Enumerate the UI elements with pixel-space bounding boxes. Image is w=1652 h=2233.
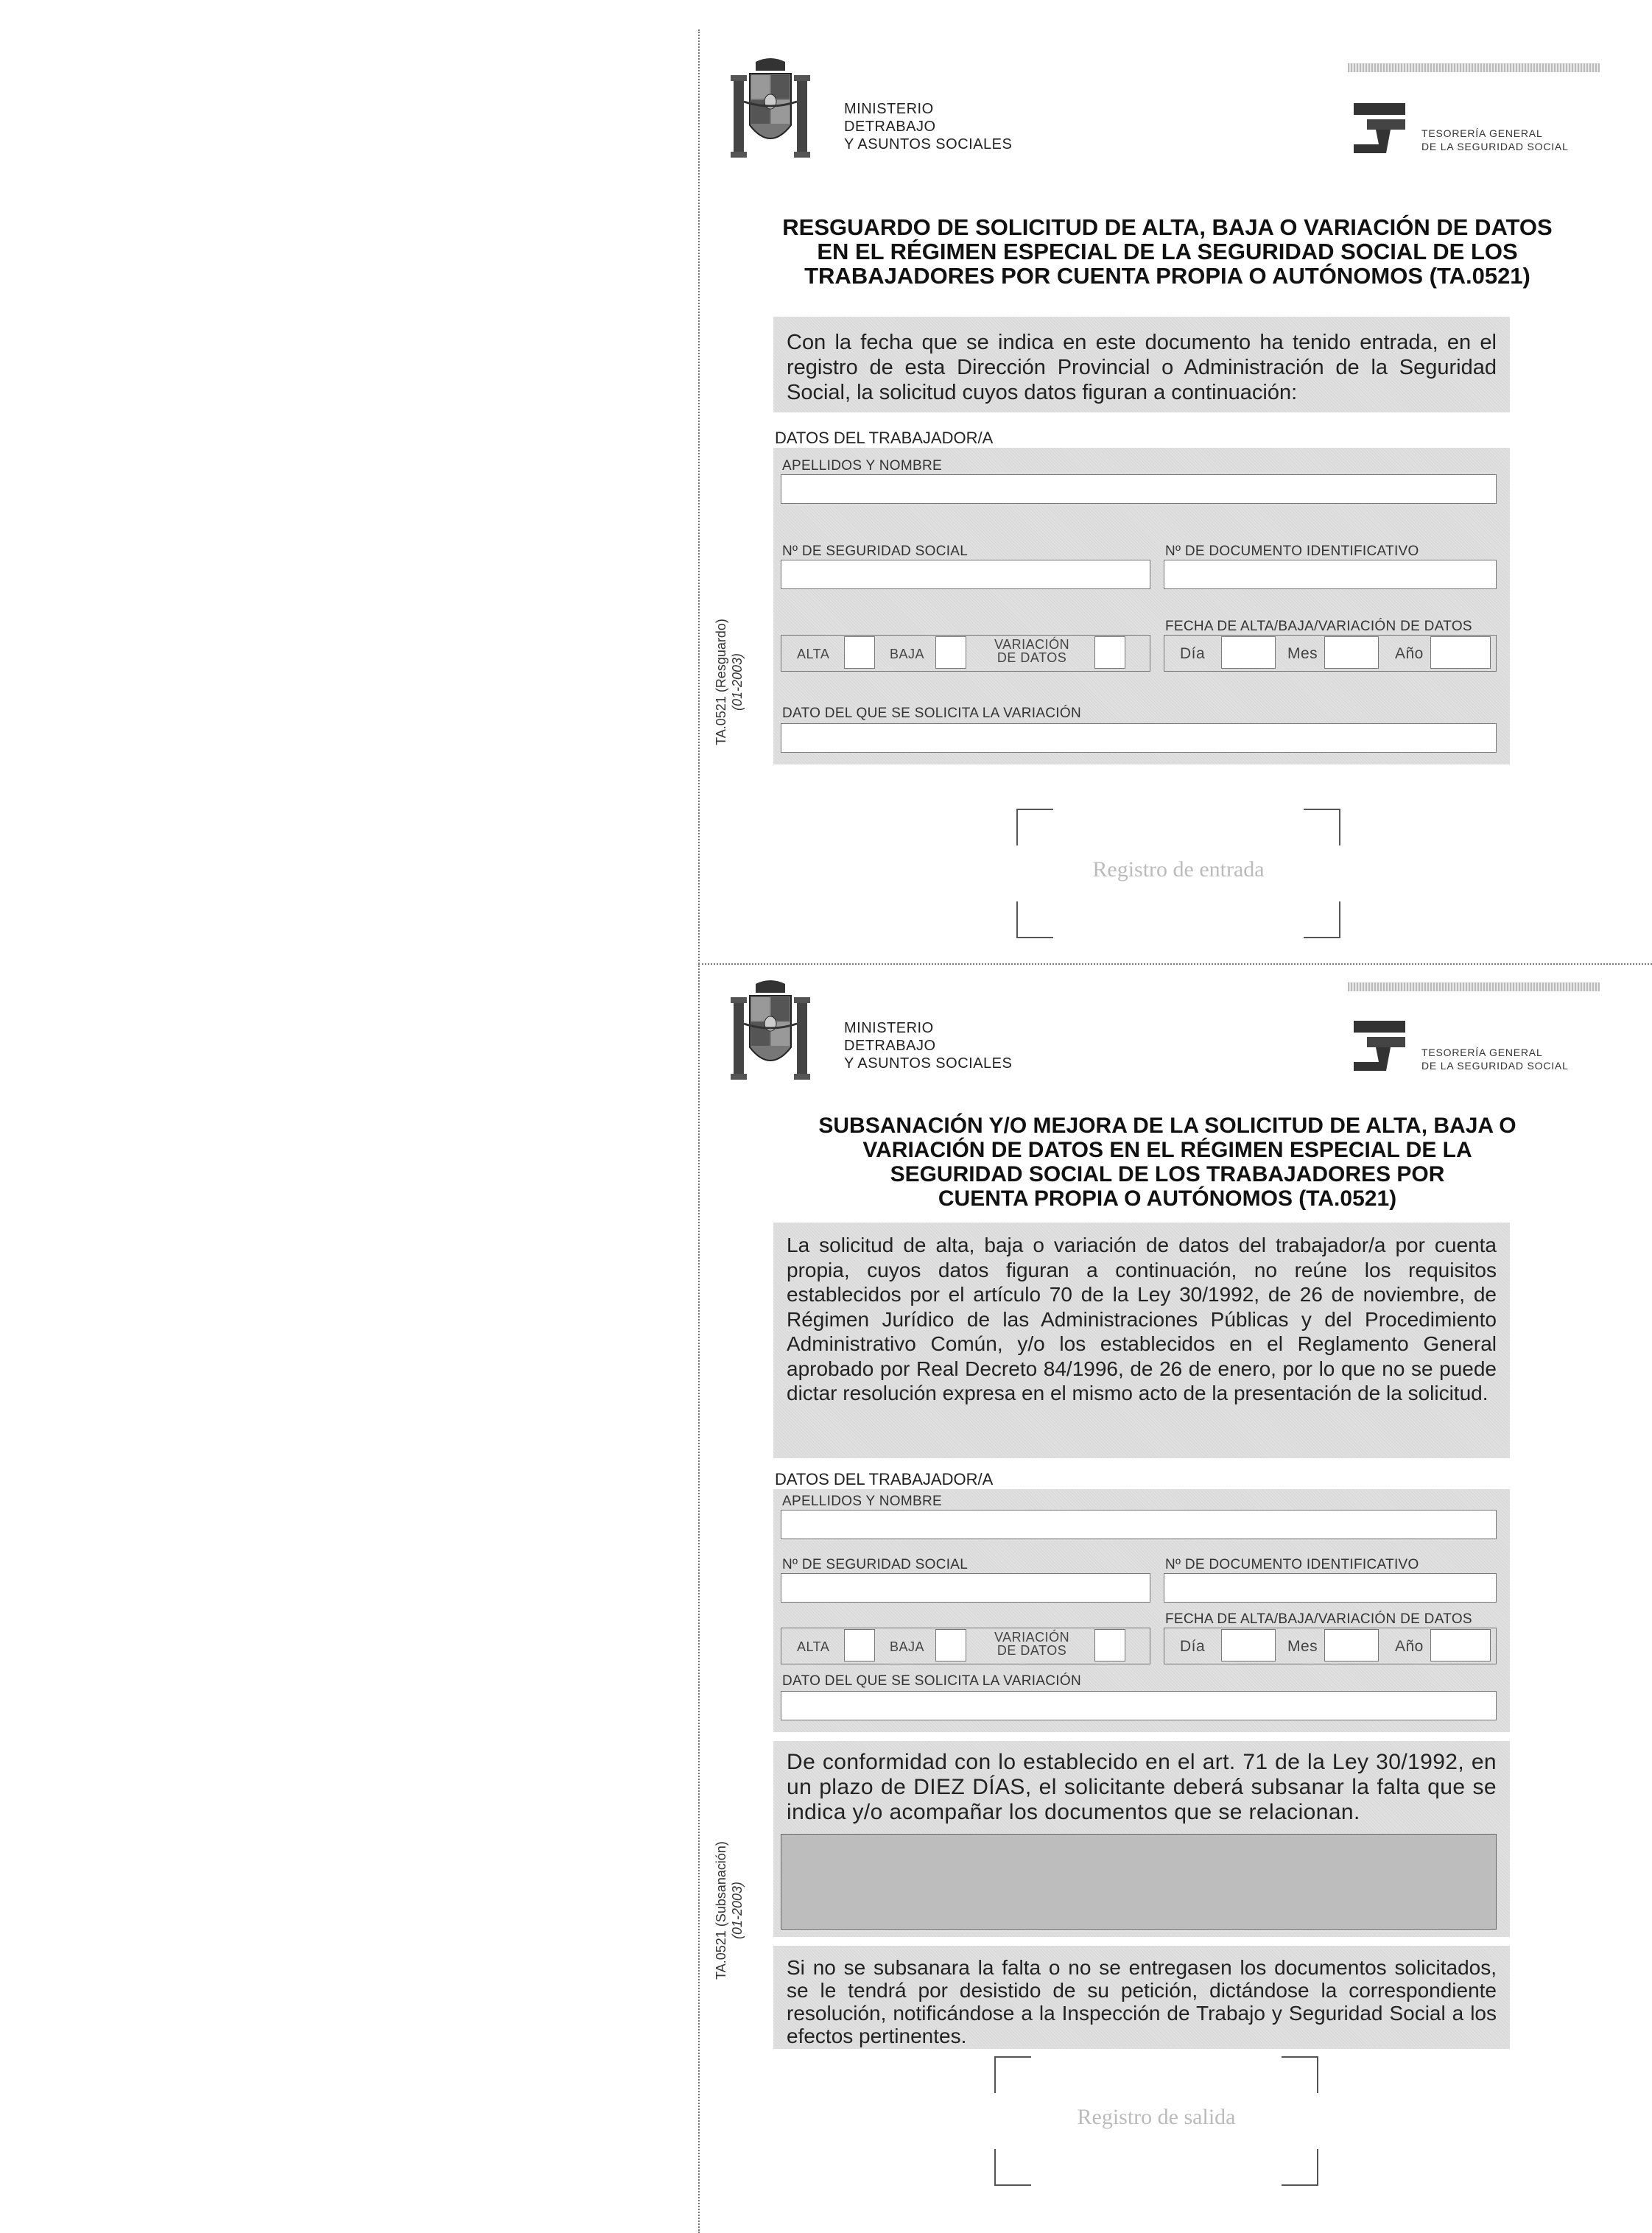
dia-field[interactable] (1221, 1629, 1276, 1661)
dato-variacion-field[interactable] (781, 723, 1497, 753)
ministry-line2: DETRABAJO (844, 1038, 936, 1054)
alta-checkbox[interactable] (844, 636, 875, 669)
title-line: CUENTA PROPIA O AUTÓNOMOS (TA.0521) (938, 1186, 1397, 1211)
dato-variacion-label: DATO DEL QUE SE SOLICITA LA VARIACIÓN (782, 706, 1081, 721)
fecha-label: FECHA DE ALTA/BAJA/VARIACIÓN DE DATOS (1165, 619, 1472, 634)
apellidos-label: APELLIDOS Y NOMBRE (782, 1494, 942, 1509)
nss-field[interactable] (781, 560, 1150, 589)
fecha-label: FECHA DE ALTA/BAJA/VARIACIÓN DE DATOS (1165, 1611, 1472, 1627)
tgss-line2: DE LA SEGURIDAD SOCIAL (1421, 1060, 1569, 1072)
tgss-line2: DE LA SEGURIDAD SOCIAL (1421, 141, 1569, 152)
coat-of-arms-icon (729, 980, 812, 1083)
title-line: SEGURIDAD SOCIAL DE LOS TRABAJADORES POR (890, 1162, 1445, 1186)
subsanacion-title (700, 1114, 1635, 1211)
nss-field[interactable] (781, 1573, 1150, 1603)
mes-field[interactable] (1324, 1629, 1379, 1661)
falta-documentos-field[interactable] (781, 1834, 1497, 1930)
alta-checkbox[interactable] (844, 1629, 875, 1661)
resguardo-title (700, 215, 1635, 288)
resguardo-intro: Con la fecha que se indica en este documento ha tenido entrada, en el registro de esta Dirección Provincial o Administración de la Seguridad Social, la solicitud cuyos datos figuran a continuación: (787, 331, 1497, 404)
conformidad-text: De conformidad con lo establecido en el art. 71 de la Ley 30/1992, en un plazo de DIEZ DÍAS, el solicitante deberá subsanar la falta que se indica y/o acompañar los documentos que se relacionan. (787, 1750, 1497, 1824)
apellidos-field[interactable] (781, 474, 1497, 504)
ministry-line1: MINISTERIO (844, 1020, 934, 1036)
nss-label: Nº DE SEGURIDAD SOCIAL (782, 1557, 969, 1572)
ndoc-field[interactable] (1164, 560, 1497, 589)
ministry-name (844, 1019, 1012, 1072)
tgss-line1: TESORERÍA GENERAL (1421, 127, 1543, 139)
variacion-checkbox[interactable] (1094, 1629, 1125, 1661)
anio-label: Año (1395, 645, 1424, 662)
apellidos-field[interactable] (781, 1510, 1497, 1539)
variacion-checkbox[interactable] (1094, 636, 1125, 669)
variacion-line2: DE DATOS (997, 1643, 1067, 1658)
datos-trabajador-title: DATOS DEL TRABAJADOR/A (775, 429, 994, 447)
anio-field[interactable] (1430, 636, 1491, 669)
ministry-line1: MINISTERIO (844, 101, 934, 117)
resguardo-section (700, 0, 1635, 962)
variacion-label (994, 638, 1069, 664)
anio-field[interactable] (1430, 1629, 1491, 1661)
variacion-label (994, 1631, 1069, 1657)
alta-label: ALTA (797, 1639, 830, 1654)
baja-checkbox[interactable] (935, 636, 966, 669)
ndoc-label: Nº DE DOCUMENTO IDENTIFICATIVO (1165, 1557, 1419, 1572)
nss-label: Nº DE SEGURIDAD SOCIAL (782, 544, 969, 559)
apellidos-label: APELLIDOS Y NOMBRE (782, 458, 942, 474)
desistido-text: Si no se subsanara la falta o no se entregasen los documentos solicitados, se le tendrá por desistido de su petición, dictándose la correspondiente resolución, notificándose a la Inspección de Trabajo y Seguridad Social a los efectos pertinentes. (787, 1956, 1497, 2047)
registro-salida-stamp (994, 2056, 1318, 2186)
tgss-logo-icon (1354, 103, 1405, 153)
anio-label: Año (1395, 1638, 1424, 1655)
title-line: EN EL RÉGIMEN ESPECIAL DE LA SEGURIDAD SOCIAL DE LOS (817, 239, 1518, 264)
tgss-name (1421, 1046, 1569, 1072)
variacion-line1: VARIACIÓN (994, 637, 1070, 652)
side-date: (01-2003) (730, 653, 745, 711)
baja-label: BAJA (890, 1639, 925, 1654)
alta-label: ALTA (797, 647, 830, 661)
registro-entrada-stamp (1016, 809, 1340, 938)
side-code: TA.0521 (Resguardo) (714, 619, 728, 745)
title-line: SUBSANACIÓN Y/O MEJORA DE LA SOLICITUD DE ALTA, BAJA O (818, 1114, 1516, 1138)
title-line: RESGUARDO DE SOLICITUD DE ALTA, BAJA O VARIACIÓN DE DATOS (782, 214, 1553, 240)
resguardo-side-label (713, 601, 745, 763)
mes-label: Mes (1287, 1638, 1318, 1655)
coat-of-arms-icon (729, 57, 812, 161)
subsanacion-intro: La solicitud de alta, baja o variación de datos del trabajador/a por cuenta propia, cuyos datos figuran a continuación, no reúne los requisitos establecidos por el artículo 70 de la Ley 30/1992, de 26 de noviembre, de Régimen Jurídico de las Administraciones Públicas y del Procedimiento Administrativo Común, y/o los establecidos en el Reglamento General aprobado por Real Decreto 84/1996, de 26 de enero, por lo que no se puede dictar resolución expresa en el mismo acto de la presentación de la solicitud. (787, 1234, 1497, 1404)
dato-variacion-field[interactable] (781, 1691, 1497, 1720)
datos-trabajador-title: DATOS DEL TRABAJADOR/A (775, 1470, 994, 1488)
ministry-line2: DETRABAJO (844, 119, 936, 135)
ndoc-label: Nº DE DOCUMENTO IDENTIFICATIVO (1165, 544, 1419, 559)
title-line: VARIACIÓN DE DATOS EN EL RÉGIMEN ESPECIAL DE LA (862, 1138, 1472, 1162)
side-code: TA.0521 (Subsanación) (714, 1841, 728, 1980)
tgss-header-bar (1348, 982, 1600, 991)
subsanacion-side-label (713, 1822, 745, 1999)
side-date: (01-2003) (730, 1881, 745, 1940)
mes-label: Mes (1287, 645, 1318, 662)
subsanacion-section (700, 965, 1635, 2232)
dia-label: Día (1180, 1638, 1206, 1655)
dia-label: Día (1180, 645, 1206, 662)
registro-salida-text: Registro de salida (1077, 2105, 1236, 2129)
dia-field[interactable] (1221, 636, 1276, 669)
tgss-line1: TESORERÍA GENERAL (1421, 1047, 1543, 1058)
ministry-name (844, 100, 1012, 153)
ministry-line3: Y ASUNTOS SOCIALES (844, 1055, 1013, 1072)
tgss-logo-icon (1354, 1021, 1405, 1071)
dato-variacion-label: DATO DEL QUE SE SOLICITA LA VARIACIÓN (782, 1673, 1081, 1689)
variacion-line1: VARIACIÓN (994, 1630, 1070, 1645)
ministry-line3: Y ASUNTOS SOCIALES (844, 136, 1013, 152)
tgss-name (1421, 127, 1569, 153)
registro-entrada-text: Registro de entrada (1092, 857, 1265, 882)
tgss-header-bar (1348, 63, 1600, 72)
ndoc-field[interactable] (1164, 1573, 1497, 1603)
baja-label: BAJA (890, 647, 925, 661)
title-line: TRABAJADORES POR CUENTA PROPIA O AUTÓNOMOS (TA.0521) (804, 263, 1530, 289)
mes-field[interactable] (1324, 636, 1379, 669)
variacion-line2: DE DATOS (997, 650, 1067, 665)
baja-checkbox[interactable] (935, 1629, 966, 1661)
